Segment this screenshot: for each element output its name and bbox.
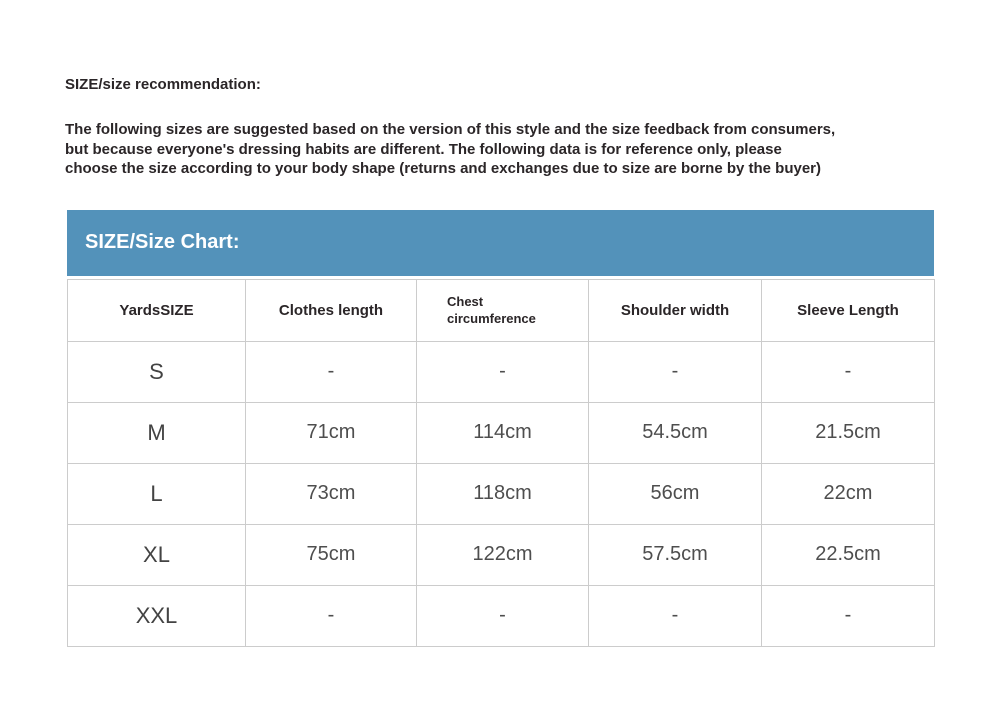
table-cell: -	[762, 341, 935, 402]
table-row-xxl	[68, 585, 935, 646]
table-cell: 22cm	[762, 463, 935, 524]
size-cell: XXL	[68, 585, 246, 646]
table-cell: 114cm	[417, 402, 589, 463]
table-cell: 56cm	[589, 463, 762, 524]
table-cell: -	[762, 585, 935, 646]
column-header-chest-circumference: Chest circumference	[417, 279, 589, 341]
size-chart-section	[67, 210, 934, 647]
size-chart-banner-title: SIZE/Size Chart:	[85, 231, 240, 253]
table-cell: -	[589, 585, 762, 646]
table-cell: 54.5cm	[589, 402, 762, 463]
size-recommendation-text	[65, 120, 937, 179]
table-cell: 22.5cm	[762, 524, 935, 585]
table-row-l	[68, 463, 935, 524]
table-row-xl	[68, 524, 935, 585]
size-cell: XL	[68, 524, 246, 585]
column-header-shoulder-width: Shoulder width	[589, 279, 762, 341]
size-chart-banner	[67, 210, 934, 276]
description-line: choose the size according to your body shape (returns and exchanges due to size are borne by the buyer)	[65, 160, 822, 177]
size-table	[67, 279, 935, 647]
column-header-clothes-length: Clothes length	[246, 279, 417, 341]
table-cell: 118cm	[417, 463, 589, 524]
table-cell: -	[417, 341, 589, 402]
page-title: SIZE/size recommendation:	[65, 76, 261, 93]
column-header-sleeve-length: Sleeve Length	[762, 279, 935, 341]
table-cell: -	[246, 585, 417, 646]
table-row-s	[68, 341, 935, 402]
table-row-m	[68, 402, 935, 463]
table-cell: -	[246, 341, 417, 402]
table-cell: 73cm	[246, 463, 417, 524]
size-cell: L	[68, 463, 246, 524]
size-cell: S	[68, 341, 246, 402]
table-cell: -	[589, 341, 762, 402]
table-cell: -	[417, 585, 589, 646]
table-cell: 57.5cm	[589, 524, 762, 585]
column-header-size: YardsSIZE	[68, 279, 246, 341]
description-line: The following sizes are suggested based on the version of this style and the size feedback from consumers,	[65, 121, 836, 138]
table-cell: 122cm	[417, 524, 589, 585]
table-header-row	[68, 279, 935, 341]
table-cell: 21.5cm	[762, 402, 935, 463]
description-line: but because everyone's dressing habits are different. The following data is for reference only, please	[65, 140, 782, 158]
size-cell: M	[68, 402, 246, 463]
table-cell: 75cm	[246, 524, 417, 585]
table-cell: 71cm	[246, 402, 417, 463]
